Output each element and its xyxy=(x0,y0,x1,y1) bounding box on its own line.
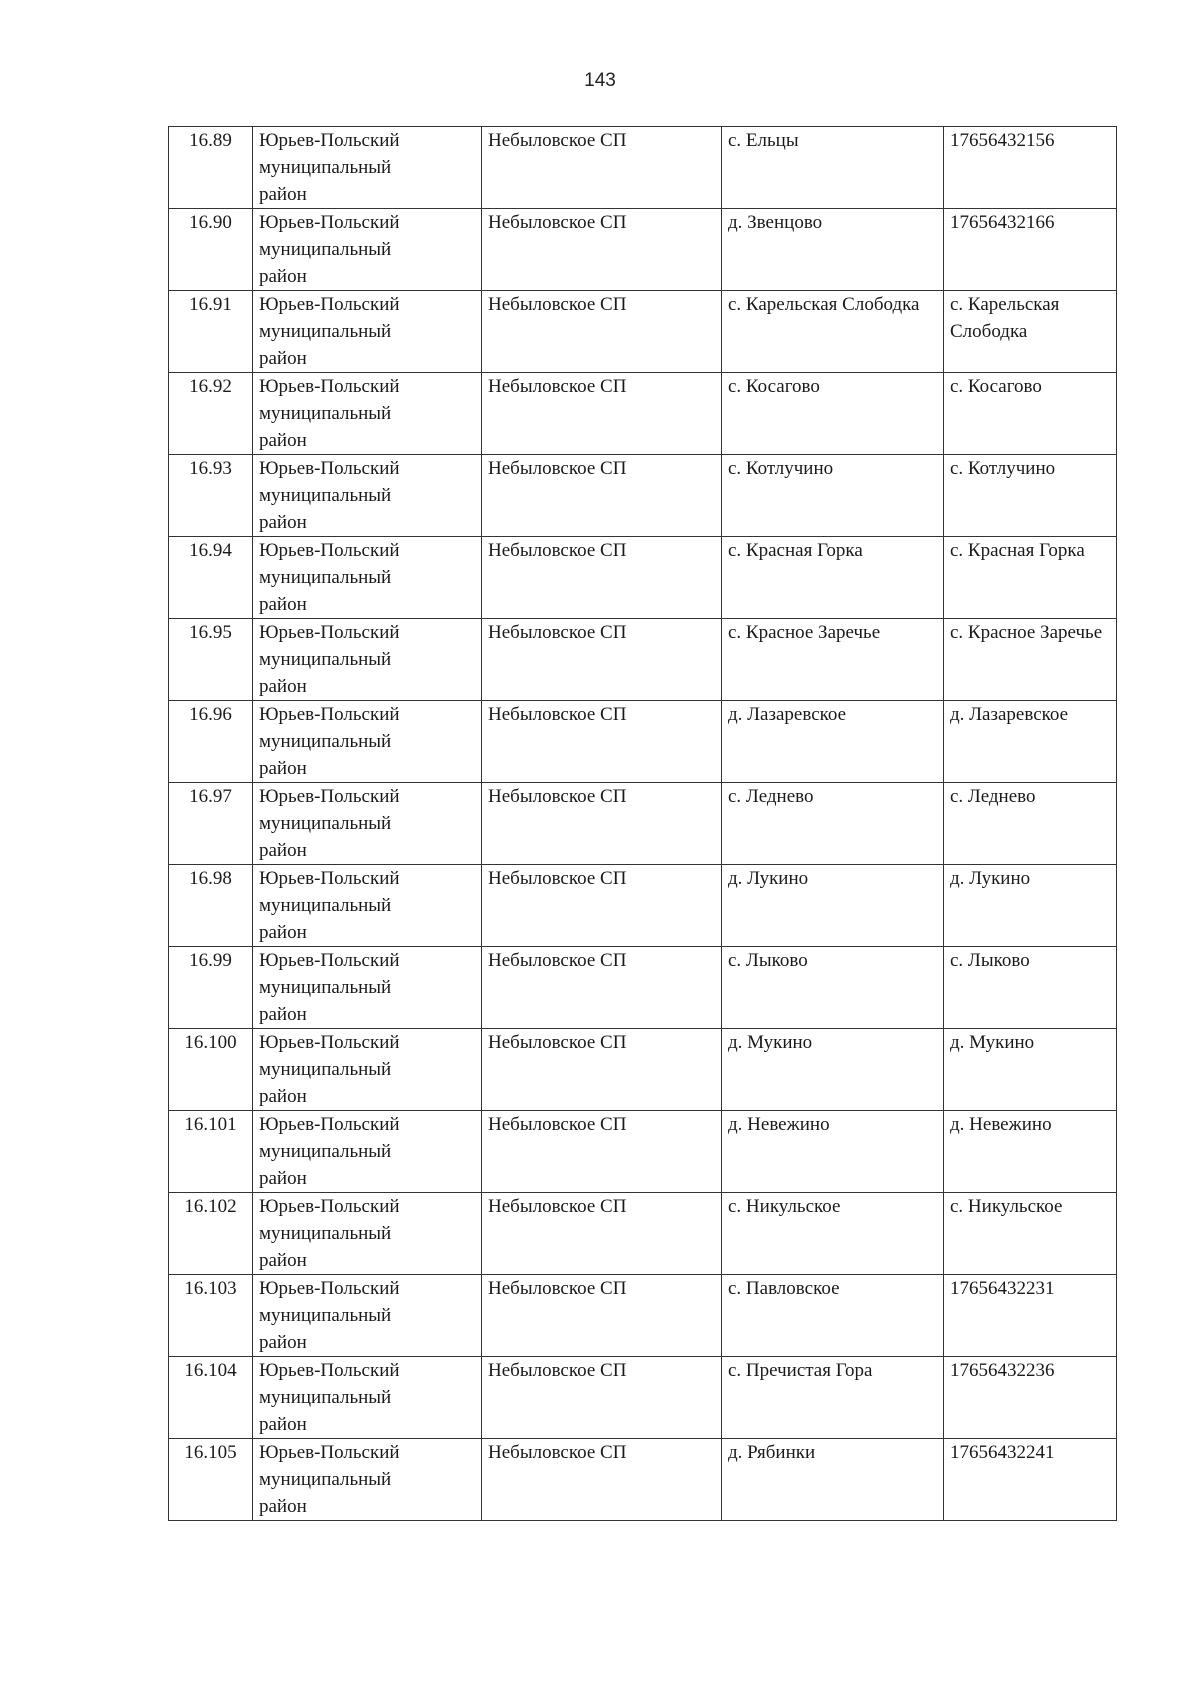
table-body xyxy=(169,127,1117,1521)
municipality-line: муниципальный xyxy=(259,321,392,342)
municipality-line: Юрьев-Польский xyxy=(259,212,400,233)
table-row xyxy=(169,127,1117,209)
municipality-line: район xyxy=(259,184,307,205)
municipality-line: район xyxy=(259,594,307,615)
settlement-cell: Небыловское СП xyxy=(482,865,722,947)
table-row xyxy=(169,209,1117,291)
municipality-line: муниципальный xyxy=(259,1305,392,1326)
table-row xyxy=(169,455,1117,537)
municipality-line: Юрьев-Польский xyxy=(259,540,400,561)
municipality-line: муниципальный xyxy=(259,977,392,998)
settlement-cell: Небыловское СП xyxy=(482,1439,722,1521)
municipality-line: муниципальный xyxy=(259,239,392,260)
table-row xyxy=(169,947,1117,1029)
settlement-cell: Небыловское СП xyxy=(482,537,722,619)
locality-cell: с. Лыково xyxy=(722,947,944,1029)
code-cell: 17656432156 xyxy=(944,127,1117,209)
row-number: 16.103 xyxy=(169,1275,253,1357)
municipality-line: Юрьев-Польский xyxy=(259,376,400,397)
municipality-line: район xyxy=(259,1332,307,1353)
municipality-line: Юрьев-Польский xyxy=(259,1114,400,1135)
table-row xyxy=(169,783,1117,865)
settlement-cell: Небыловское СП xyxy=(482,947,722,1029)
settlement-cell: Небыловское СП xyxy=(482,291,722,373)
municipality-line: Юрьев-Польский xyxy=(259,1278,400,1299)
locality-cell: д. Мукино xyxy=(722,1029,944,1111)
settlement-cell: Небыловское СП xyxy=(482,1275,722,1357)
table-row xyxy=(169,619,1117,701)
page-number: 143 xyxy=(584,70,616,91)
municipality-cell xyxy=(253,1275,482,1357)
municipality-line: муниципальный xyxy=(259,157,392,178)
municipality-line: Юрьев-Польский xyxy=(259,1196,400,1217)
municipality-line: муниципальный xyxy=(259,1223,392,1244)
locality-cell: с. Пречистая Гора xyxy=(722,1357,944,1439)
municipality-cell xyxy=(253,291,482,373)
locality-cell: с. Ельцы xyxy=(722,127,944,209)
municipality-line: район xyxy=(259,512,307,533)
table-row xyxy=(169,1357,1117,1439)
settlement-cell: Небыловское СП xyxy=(482,455,722,537)
row-number: 16.92 xyxy=(169,373,253,455)
municipality-cell xyxy=(253,701,482,783)
municipality-line: Юрьев-Польский xyxy=(259,786,400,807)
table-row xyxy=(169,1111,1117,1193)
municipality-line: район xyxy=(259,1086,307,1107)
code-cell: с. Косагово xyxy=(944,373,1117,455)
settlement-cell: Небыловское СП xyxy=(482,1029,722,1111)
municipality-line: Юрьев-Польский xyxy=(259,1032,400,1053)
locality-cell: с. Красная Горка xyxy=(722,537,944,619)
row-number: 16.94 xyxy=(169,537,253,619)
locality-cell: с. Косагово xyxy=(722,373,944,455)
settlement-cell: Небыловское СП xyxy=(482,209,722,291)
municipality-line: муниципальный xyxy=(259,1059,392,1080)
municipality-cell xyxy=(253,1111,482,1193)
row-number: 16.105 xyxy=(169,1439,253,1521)
municipality-cell xyxy=(253,1193,482,1275)
settlement-cell: Небыловское СП xyxy=(482,783,722,865)
municipality-cell xyxy=(253,373,482,455)
municipality-line: Юрьев-Польский xyxy=(259,1360,400,1381)
settlement-cell: Небыловское СП xyxy=(482,619,722,701)
table-row xyxy=(169,537,1117,619)
municipality-line: муниципальный xyxy=(259,567,392,588)
municipality-line: район xyxy=(259,1414,307,1435)
municipality-line: Юрьев-Польский xyxy=(259,458,400,479)
municipality-line: район xyxy=(259,430,307,451)
settlement-cell: Небыловское СП xyxy=(482,701,722,783)
locality-cell: д. Рябинки xyxy=(722,1439,944,1521)
municipality-line: Юрьев-Польский xyxy=(259,130,400,151)
code-cell: 17656432231 xyxy=(944,1275,1117,1357)
municipality-cell xyxy=(253,455,482,537)
municipality-cell xyxy=(253,1029,482,1111)
row-number: 16.98 xyxy=(169,865,253,947)
municipality-line: Юрьев-Польский xyxy=(259,622,400,643)
table-row xyxy=(169,1439,1117,1521)
municipality-line: Юрьев-Польский xyxy=(259,704,400,725)
row-number: 16.91 xyxy=(169,291,253,373)
locality-cell: д. Лукино xyxy=(722,865,944,947)
municipality-cell xyxy=(253,619,482,701)
municipality-cell xyxy=(253,1357,482,1439)
municipality-line: район xyxy=(259,1496,307,1517)
locality-cell: с. Никульское xyxy=(722,1193,944,1275)
code-cell: 17656432236 xyxy=(944,1357,1117,1439)
municipality-line: муниципальный xyxy=(259,1469,392,1490)
municipality-cell xyxy=(253,537,482,619)
municipality-line: Юрьев-Польский xyxy=(259,868,400,889)
row-number: 16.89 xyxy=(169,127,253,209)
municipality-line: муниципальный xyxy=(259,1387,392,1408)
code-cell: с. Карельская Слободка xyxy=(944,291,1117,373)
row-number: 16.102 xyxy=(169,1193,253,1275)
municipality-line: район xyxy=(259,758,307,779)
locality-cell: д. Лазаревское xyxy=(722,701,944,783)
municipality-line: муниципальный xyxy=(259,403,392,424)
municipality-cell xyxy=(253,783,482,865)
municipality-line: Юрьев-Польский xyxy=(259,950,400,971)
municipality-cell xyxy=(253,1439,482,1521)
locality-cell: с. Карельская Слободка xyxy=(722,291,944,373)
code-cell: д. Лукино xyxy=(944,865,1117,947)
table-row xyxy=(169,1275,1117,1357)
municipality-cell xyxy=(253,947,482,1029)
municipality-line: муниципальный xyxy=(259,649,392,670)
locality-cell: с. Леднево xyxy=(722,783,944,865)
settlement-cell: Небыловское СП xyxy=(482,127,722,209)
municipality-line: Юрьев-Польский xyxy=(259,1442,400,1463)
table-row xyxy=(169,291,1117,373)
table-row xyxy=(169,1029,1117,1111)
code-cell: д. Мукино xyxy=(944,1029,1117,1111)
locality-cell: с. Красное Заречье xyxy=(722,619,944,701)
municipality-line: муниципальный xyxy=(259,895,392,916)
municipality-line: район xyxy=(259,840,307,861)
table-row xyxy=(169,373,1117,455)
row-number: 16.97 xyxy=(169,783,253,865)
row-number: 16.93 xyxy=(169,455,253,537)
municipality-cell xyxy=(253,865,482,947)
municipality-line: район xyxy=(259,922,307,943)
code-cell: с. Лыково xyxy=(944,947,1117,1029)
row-number: 16.99 xyxy=(169,947,253,1029)
row-number: 16.90 xyxy=(169,209,253,291)
row-number: 16.96 xyxy=(169,701,253,783)
municipality-line: муниципальный xyxy=(259,813,392,834)
code-cell: с. Никульское xyxy=(944,1193,1117,1275)
municipality-line: район xyxy=(259,266,307,287)
locality-cell: с. Котлучино xyxy=(722,455,944,537)
municipality-cell xyxy=(253,209,482,291)
table-row xyxy=(169,701,1117,783)
municipality-line: район xyxy=(259,1168,307,1189)
settlement-cell: Небыловское СП xyxy=(482,1357,722,1439)
row-number: 16.100 xyxy=(169,1029,253,1111)
municipality-line: район xyxy=(259,676,307,697)
municipality-line: муниципальный xyxy=(259,1141,392,1162)
code-cell: д. Лазаревское xyxy=(944,701,1117,783)
code-cell: д. Невежино xyxy=(944,1111,1117,1193)
municipality-line: муниципальный xyxy=(259,485,392,506)
row-number: 16.104 xyxy=(169,1357,253,1439)
code-cell: 17656432241 xyxy=(944,1439,1117,1521)
code-cell: 17656432166 xyxy=(944,209,1117,291)
municipality-line: район xyxy=(259,1004,307,1025)
municipality-cell xyxy=(253,127,482,209)
locality-cell: д. Невежино xyxy=(722,1111,944,1193)
table-row xyxy=(169,1193,1117,1275)
row-number: 16.101 xyxy=(169,1111,253,1193)
settlement-cell: Небыловское СП xyxy=(482,1193,722,1275)
settlement-cell: Небыловское СП xyxy=(482,373,722,455)
code-cell: с. Красная Горка xyxy=(944,537,1117,619)
locality-cell: д. Звенцово xyxy=(722,209,944,291)
municipality-line: муниципальный xyxy=(259,731,392,752)
settlement-cell: Небыловское СП xyxy=(482,1111,722,1193)
locality-cell: с. Павловское xyxy=(722,1275,944,1357)
municipality-line: район xyxy=(259,348,307,369)
settlements-table xyxy=(168,126,1117,1521)
code-cell: с. Красное Заречье xyxy=(944,619,1117,701)
table-row xyxy=(169,865,1117,947)
code-cell: с. Котлучино xyxy=(944,455,1117,537)
row-number: 16.95 xyxy=(169,619,253,701)
code-cell: с. Леднево xyxy=(944,783,1117,865)
municipality-line: район xyxy=(259,1250,307,1271)
municipality-line: Юрьев-Польский xyxy=(259,294,400,315)
